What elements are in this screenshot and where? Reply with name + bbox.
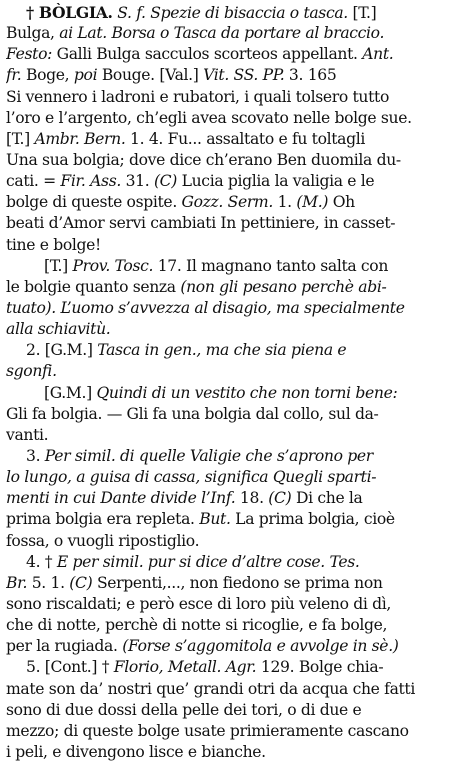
text-segment: But. [199,510,231,529]
text-segment: poi [73,66,98,85]
text-line [6,404,464,425]
text-line [6,171,464,192]
text-segment: 3. [26,446,45,465]
text-segment: [T.] [6,129,35,148]
text-segment: Quindi di un vestito che non torni bene: [96,383,398,402]
text-segment: fr. [6,66,22,85]
text-line [6,615,464,636]
text-segment: fossa, o vuogli ripostiglio. [6,531,200,550]
text-segment: E per simil. pur si dice d’altre cose. Tes. [56,552,360,571]
text-line [6,192,464,213]
text-line [6,721,464,742]
text-segment: Vit. SS. PP. [203,66,285,85]
text-line [6,531,464,552]
dictionary-entry-bolgia [6,2,464,763]
text-segment: 2. [G.M.] [26,341,98,360]
text-segment: 3. 165 [284,66,337,85]
text-segment: Oh [328,193,355,212]
text-segment: mezzo; di queste bolge usate primieramente cascano [6,721,409,740]
text-line [6,742,464,763]
text-line [6,277,464,298]
text-line [6,425,464,446]
text-line [6,573,464,594]
text-segment: per la rugiada. [6,637,123,656]
text-segment: 18. [235,489,269,508]
text-segment: bolge di queste ospite. [6,193,182,212]
text-segment: Per simil. di quelle Valigie che s’aprono per [44,446,373,465]
text-segment: Boge, [21,66,74,85]
text-segment: 1. 4. Fu... assaltato e fu toltagli [125,129,366,148]
text-line [6,213,464,234]
text-segment: 17. Il magnano tanto salta con [153,256,389,275]
text-line [6,657,464,678]
text-segment: (non gli pesano perchè abi- [180,277,387,296]
text-segment: 129. Bolge chia- [256,658,384,677]
text-segment: Di che la [291,489,363,508]
text-segment: Lucia piglia la valigia e le [177,172,375,191]
text-segment: prima bolgia era repleta. [6,510,200,529]
text-segment: Ant. [362,45,394,64]
text-segment: Gozz. Serm. [181,193,273,212]
text-line [6,256,464,277]
text-segment: Tasca in gen., ma che sia piena e [97,341,347,360]
text-segment: Gli fa bolgia. — Gli fa una bolgia dal collo, sul da- [6,404,379,423]
text-line [6,340,464,361]
text-line [6,594,464,615]
text-segment: Si vennero i ladroni e rubatori, i quali tolsero tutto [6,87,389,106]
text-segment: 5. 1. [27,573,70,592]
text-line [6,509,464,530]
text-segment: [G.M.] [44,383,97,402]
text-line [6,383,464,404]
text-segment: sgonfi. [6,362,57,381]
text-line [6,44,464,65]
text-segment: Una sua bolgia; dove dice ch’erano Ben duomila du- [6,150,401,169]
text-segment: Florio, Metall. Agr. [113,658,257,677]
text-segment: le bolgie quanto senza [6,277,181,296]
text-line [6,446,464,467]
text-segment: [T.] [44,256,73,275]
text-segment: tine e bolge! [6,235,101,254]
text-segment: lo lungo, a guisa di cassa, significa Quegli sparti- [6,468,377,487]
text-line [6,129,464,150]
text-segment: (C) [268,489,292,508]
text-segment: 1. [272,193,297,212]
text-line [6,150,464,171]
text-segment: l’oro e l’argento, ch’egli avea scovato nelle bolge sue. [6,108,412,127]
text-line [6,488,464,509]
text-segment: (C) [153,172,177,191]
text-segment: mate son da’ nostri que’ grandi otri da acqua che fatti [6,679,415,698]
text-segment: Galli Bulga sacculos scorteos appellant. [52,45,363,64]
text-line [6,108,464,129]
text-segment: tuato). L’uomo s’avvezza al disagio, ma specialmente [6,298,405,317]
text-line [6,552,464,573]
text-segment: beati d’Amor servi cambiati In pettiniere, in casset- [6,214,396,233]
text-line [6,361,464,382]
text-line [6,679,464,700]
text-line [6,2,464,23]
text-segment: i peli, e divengono lisce e bianche. [6,742,266,761]
text-line [6,235,464,256]
text-segment: (M.) [296,193,329,212]
text-segment: Fir. Ass. [60,172,121,191]
text-segment: Prov. Tosc. [72,256,154,275]
text-line [6,636,464,657]
text-segment: ai Lat. Borsa o Tasca da portare al braccio. [59,24,385,43]
text-segment: 31. [120,172,154,191]
text-segment: 4. † [26,552,57,571]
text-segment: [T.] [347,4,377,22]
text-segment: S. f. Spezie di bisaccia o tasca. [112,4,348,22]
text-line [6,65,464,86]
text-line [6,319,464,340]
text-segment: Serpenti,..., non fiedono se prima non [92,573,383,592]
text-segment: Bouge. [Val.] [97,66,204,85]
text-segment: sono riscaldati; e però esce di loro più veleno di dì, [6,594,391,613]
text-line [6,467,464,488]
text-line [6,298,464,319]
text-segment: Ambr. Bern. [34,129,126,148]
text-line [6,87,464,108]
text-segment: cati. = [6,172,61,191]
text-segment: Br. [6,573,28,592]
text-line [6,700,464,721]
text-segment: Festo: [6,45,53,64]
text-segment: che di notte, perchè di notte si ricoglie, e fa bolge, [6,616,388,635]
text-segment: † BÒLGIA. [26,3,113,22]
text-line [6,23,464,44]
text-segment: 5. [Cont.] † [26,658,114,677]
text-segment: vanti. [6,425,49,444]
text-segment: (Forse s’aggomitola e avvolge in sè.) [122,637,399,656]
text-segment: alla schiavitù. [6,320,111,339]
text-segment: La prima bolgia, cioè [230,510,395,529]
text-segment: menti in cui Dante divide l’Inf. [6,489,236,508]
text-segment: (C) [69,573,93,592]
text-segment: sono di due dossi della pelle dei tori, o di due e [6,700,362,719]
text-segment: Bulga, [6,24,60,43]
